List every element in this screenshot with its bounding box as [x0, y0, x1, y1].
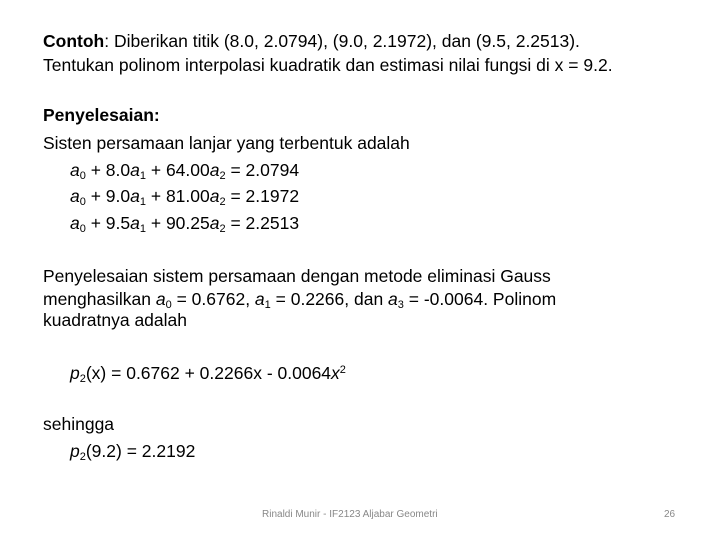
- example-label: Contoh: [43, 31, 105, 51]
- solution-heading: Penyelesaian:: [43, 105, 160, 125]
- example-statement-line2: Tentukan polinom interpolasi kuadratik dan estimasi nilai fungsi di x = 9.2.: [43, 55, 613, 75]
- polynomial: $p_2(x) = 0.6762 + 0.2266x - 0.0064x^2$: [70, 363, 346, 385]
- gauss-line-3: kuadratnya adalah: [43, 310, 187, 330]
- page-number: 26: [664, 509, 676, 520]
- equation-1: $a_0 + 8.0a_1 + 64.00a_2 = 2.0794$: [70, 160, 300, 182]
- example-text: : Diberikan titik (8.0, 2.0794), (9.0, 2.1972), dan (9.5, 2.2513).: [104, 31, 580, 51]
- example-statement-line1: [43, 31, 580, 51]
- gauss-line-2: menghasilkan $a_0 = 0.6762$, $a_1 = 0.2266$, dan $a_3 = -0.0064$. Polinom: [43, 289, 557, 311]
- footer-credit: Rinaldi Munir - IF2123 Aljabar Geometri: [262, 509, 438, 520]
- evaluation: $p_2(9.2) = 2.2192$: [70, 441, 196, 463]
- gauss-line-1: Penyelesaian sistem persamaan dengan metode eliminasi Gauss: [43, 266, 551, 286]
- sehingga-label: sehingga: [43, 414, 115, 434]
- equation-2: $a_0 + 9.0a_1 + 81.00a_2 = 2.1972$: [70, 186, 300, 208]
- equation-3: $a_0 + 9.5a_1 + 90.25a_2 = 2.2513$: [70, 213, 300, 235]
- system-intro: Sisten persamaan lanjar yang terbentuk adalah: [43, 133, 410, 153]
